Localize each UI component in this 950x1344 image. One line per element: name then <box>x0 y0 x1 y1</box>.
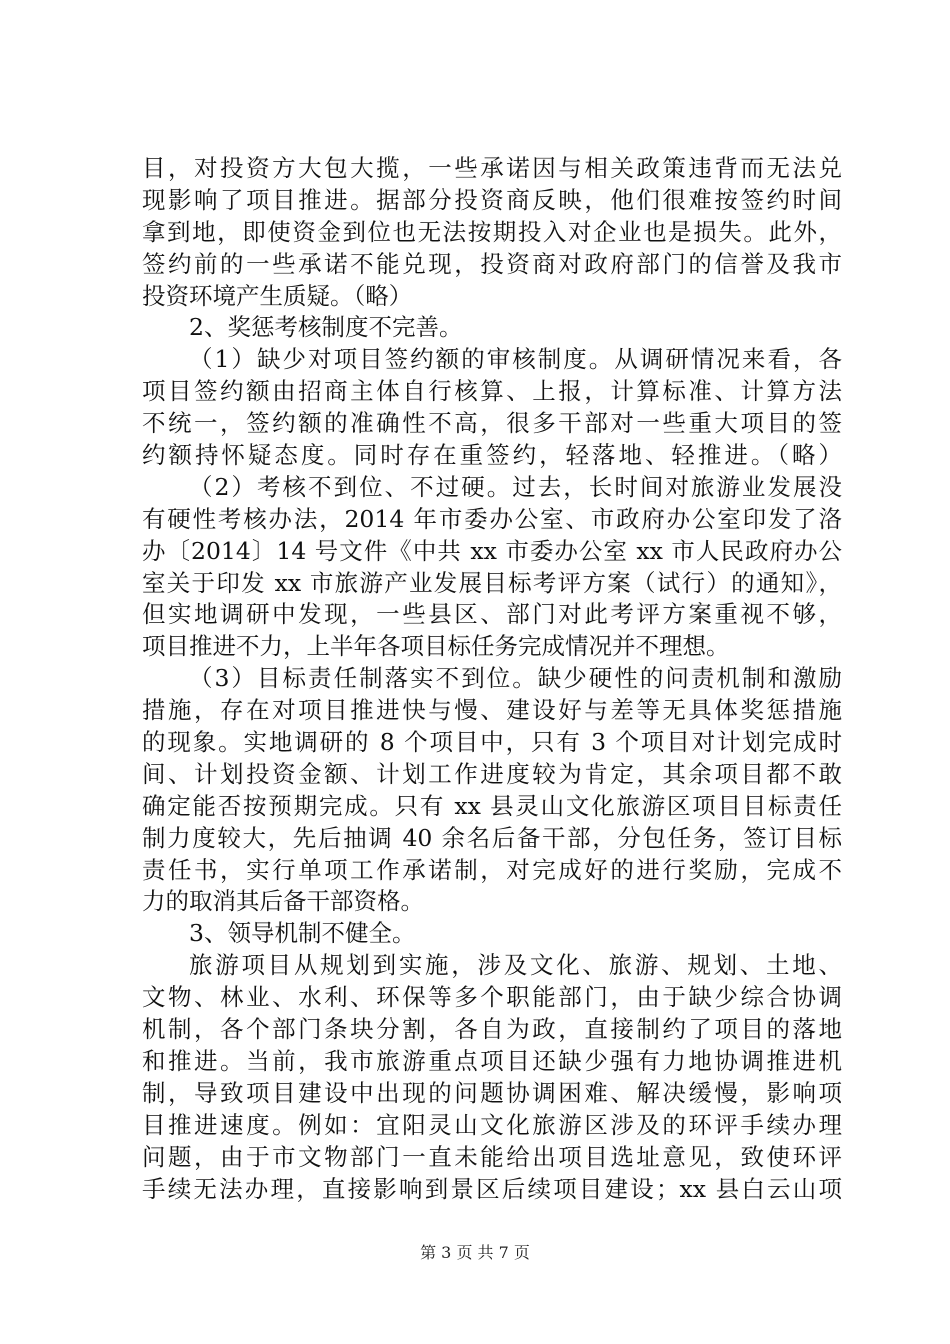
text-line: 拿到地，即使资金到位也无法按期投入对企业也是损失。此外， <box>142 217 842 246</box>
text-line: 力的取消其后备干部资格。 <box>142 887 424 916</box>
text-line: 旅游项目从规划到实施，涉及文化、旅游、规划、土地、 <box>189 951 842 980</box>
text-line: 手续无法办理，直接影响到景区后续项目建设；xx 县白云山项 <box>142 1174 842 1203</box>
text-line: 制，导致项目建设中出现的问题协调困难、解决缓慢，影响项 <box>142 1078 842 1107</box>
text-line: 室关于印发 xx 市旅游产业发展目标考评方案（试行）的通知》， <box>142 568 842 597</box>
text-line: 目推进速度。例如：宜阳灵山文化旅游区涉及的环评手续办理 <box>142 1110 842 1139</box>
text-line: 和推进。当前，我市旅游重点项目还缺少强有力地协调推进机 <box>142 1046 842 1075</box>
text-line: 2、奖惩考核制度不完善。 <box>189 313 463 342</box>
text-line: 文物、林业、水利、环保等多个职能部门，由于缺少综合协调 <box>142 983 842 1012</box>
text-line: 机制，各个部门条块分割，各自为政，直接制约了项目的落地 <box>142 1015 842 1044</box>
text-line: 不统一，签约额的准确性不高，很多干部对一些重大项目的签 <box>142 409 842 438</box>
text-line: 的现象。实地调研的 8 个项目中，只有 3 个项目对计划完成时 <box>142 728 842 757</box>
text-line: 3、领导机制不健全。 <box>189 919 416 948</box>
text-line: 项目推进不力，上半年各项目标任务完成情况并不理想。 <box>142 632 730 661</box>
text-line: 间、计划投资金额、计划工作进度较为肯定，其余项目都不敢 <box>142 759 842 788</box>
document-body <box>142 153 842 1205</box>
text-line: 现影响了项目推进。据部分投资商反映，他们很难按签约时间 <box>142 185 842 214</box>
text-line: 签约前的一些承诺不能兑现，投资商对政府部门的信誉及我市 <box>142 249 842 278</box>
text-line: 约额持怀疑态度。同时存在重签约，轻落地、轻推进。（略） <box>142 441 842 470</box>
text-line: 目，对投资方大包大揽，一些承诺因与相关政策违背而无法兑 <box>142 154 842 182</box>
text-line: 但实地调研中发现，一些县区、部门对此考评方案重视不够， <box>142 600 842 629</box>
text-line: 问题，由于市文物部门一直未能给出项目选址意见，致使环评 <box>142 1142 842 1171</box>
text-line: 措施，存在对项目推进快与慢、建设好与差等无具体奖惩措施 <box>142 696 842 725</box>
text-line: （1）缺少对项目签约额的审核制度。从调研情况来看，各 <box>189 345 842 374</box>
text-line: （2）考核不到位、不过硬。过去，长时间对旅游业发展没 <box>189 472 842 501</box>
text-line: 制力度较大，先后抽调 40 余名后备干部，分包任务，签订目标 <box>142 823 842 852</box>
text-line: 办〔2014〕14 号文件《中共 xx 市委办公室 xx 市人民政府办公 <box>142 536 842 565</box>
text-line: （3）目标责任制落实不到位。缺少硬性的问责机制和激励 <box>189 664 842 693</box>
text-line: 投资环境产生质疑。（略） <box>142 281 413 310</box>
text-line: 有硬性考核办法，2014 年市委办公室、市政府办公室印发了洛 <box>142 504 842 533</box>
page-footer: 第 3 页 共 7 页 <box>420 1243 530 1262</box>
text-line: 责任书，实行单项工作承诺制，对完成好的进行奖励，完成不 <box>142 855 842 884</box>
text-line: 项目签约额由招商主体自行核算、上报，计算标准、计算方法 <box>142 377 842 406</box>
text-line: 确定能否按预期完成。只有 xx 县灵山文化旅游区项目目标责任 <box>142 791 842 820</box>
